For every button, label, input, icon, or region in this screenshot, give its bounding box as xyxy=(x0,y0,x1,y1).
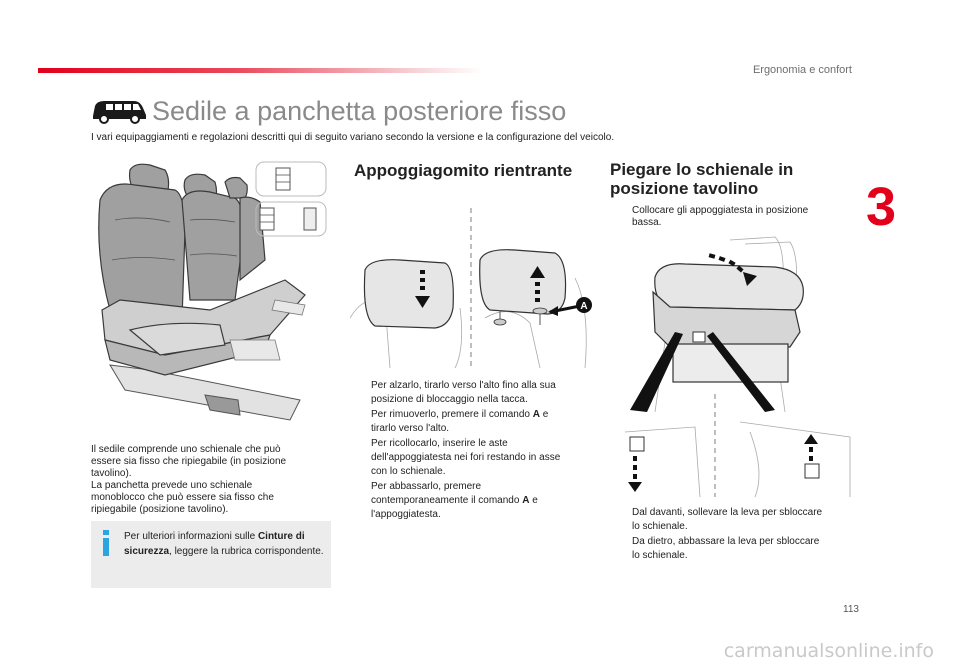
list-item xyxy=(354,480,594,522)
page-number: 113 xyxy=(843,604,859,615)
table-position-steps-bottom xyxy=(615,506,855,564)
description-line: essere sia fisso che ripiegabile (in posizione xyxy=(91,456,287,467)
armrest-instructions xyxy=(354,379,594,523)
label-a: A xyxy=(580,301,588,312)
control-ref-a: A xyxy=(522,495,530,506)
van-icon xyxy=(90,96,148,124)
description-line: La panchetta prevede uno schienale xyxy=(91,480,253,491)
description-line: Il sedile comprende uno schienale che può xyxy=(91,444,281,455)
info-link-seatbelts: Cinture di sicurezza xyxy=(124,531,305,557)
info-text-before: Per ulteriori informazioni sulle xyxy=(124,531,258,542)
description-line: monoblocco che può essere sia fisso che xyxy=(91,492,274,503)
watermark: carmanualsonline.info xyxy=(723,640,934,662)
list-item xyxy=(354,379,594,407)
instruction-text: Per alzarlo, tirarlo verso l'alto fino alla sua xyxy=(371,380,556,391)
info-box xyxy=(91,521,331,588)
instruction-text: posizione di bloccaggio nella tacca. xyxy=(371,394,528,405)
instruction-text: con lo schienale. xyxy=(371,466,446,477)
heading-line: posizione tavolino xyxy=(610,179,759,198)
list-item xyxy=(354,408,594,436)
instruction-text: lo schienale. xyxy=(632,550,688,561)
table-position-step-top xyxy=(615,205,845,230)
chapter-number: 3 xyxy=(866,177,897,237)
instruction-text: bassa. xyxy=(632,217,662,228)
list-item xyxy=(354,437,594,479)
control-ref-a: A xyxy=(532,409,540,420)
instruction-text: dell'appoggiatesta nei fori restando in asse xyxy=(371,452,561,463)
instruction-text: lo schienale. xyxy=(632,521,688,532)
heading-line: Piegare lo schienale in xyxy=(610,160,794,179)
armrest-heading: Appoggiagomito rientrante xyxy=(354,161,573,180)
list-item xyxy=(615,506,855,534)
page-title: Sedile a panchetta posteriore fisso xyxy=(152,96,567,126)
description-line: tavolino). xyxy=(91,468,132,479)
list-item xyxy=(615,205,845,229)
info-text-after: , leggere la rubrica corrispondente. xyxy=(169,546,324,557)
instruction-text: Da dietro, abbassare la leva per sbloccare xyxy=(632,536,820,547)
intro-text: I vari equipaggiamenti e regolazioni descritti qui di seguito variano secondo la versione e la configurazione del veicolo. xyxy=(91,132,615,143)
fold-backrest-illustration xyxy=(625,232,860,497)
instruction-text: Per ricollocarlo, inserire le aste xyxy=(371,438,508,449)
section-label: Ergonomia e confort xyxy=(752,64,852,76)
instruction-text: l'appoggiatesta. xyxy=(371,509,441,520)
instruction-text: e xyxy=(539,409,549,420)
info-text xyxy=(124,529,324,559)
instruction-text: e xyxy=(529,495,538,506)
description-line: ripiegabile (posizione tavolino). xyxy=(91,504,229,515)
instruction-text: Per rimuoverlo, premere il comando xyxy=(371,409,533,420)
headrest-illustration xyxy=(350,208,600,368)
seat-layout-diagrams xyxy=(252,160,330,238)
instruction-text: Dal davanti, sollevare la leva per sbloccare xyxy=(632,507,823,518)
instruction-text: Collocare gli appoggiatesta in posizione xyxy=(632,205,809,216)
seat-description xyxy=(91,444,331,516)
info-icon xyxy=(101,530,111,556)
header-color-bar xyxy=(38,68,483,73)
list-item xyxy=(615,535,855,563)
table-position-heading xyxy=(610,160,793,198)
instruction-text: contemporaneamente il comando xyxy=(371,495,523,506)
instruction-text: tirarlo verso l'alto. xyxy=(371,423,450,434)
instruction-text: Per abbassarlo, premere xyxy=(371,481,482,492)
